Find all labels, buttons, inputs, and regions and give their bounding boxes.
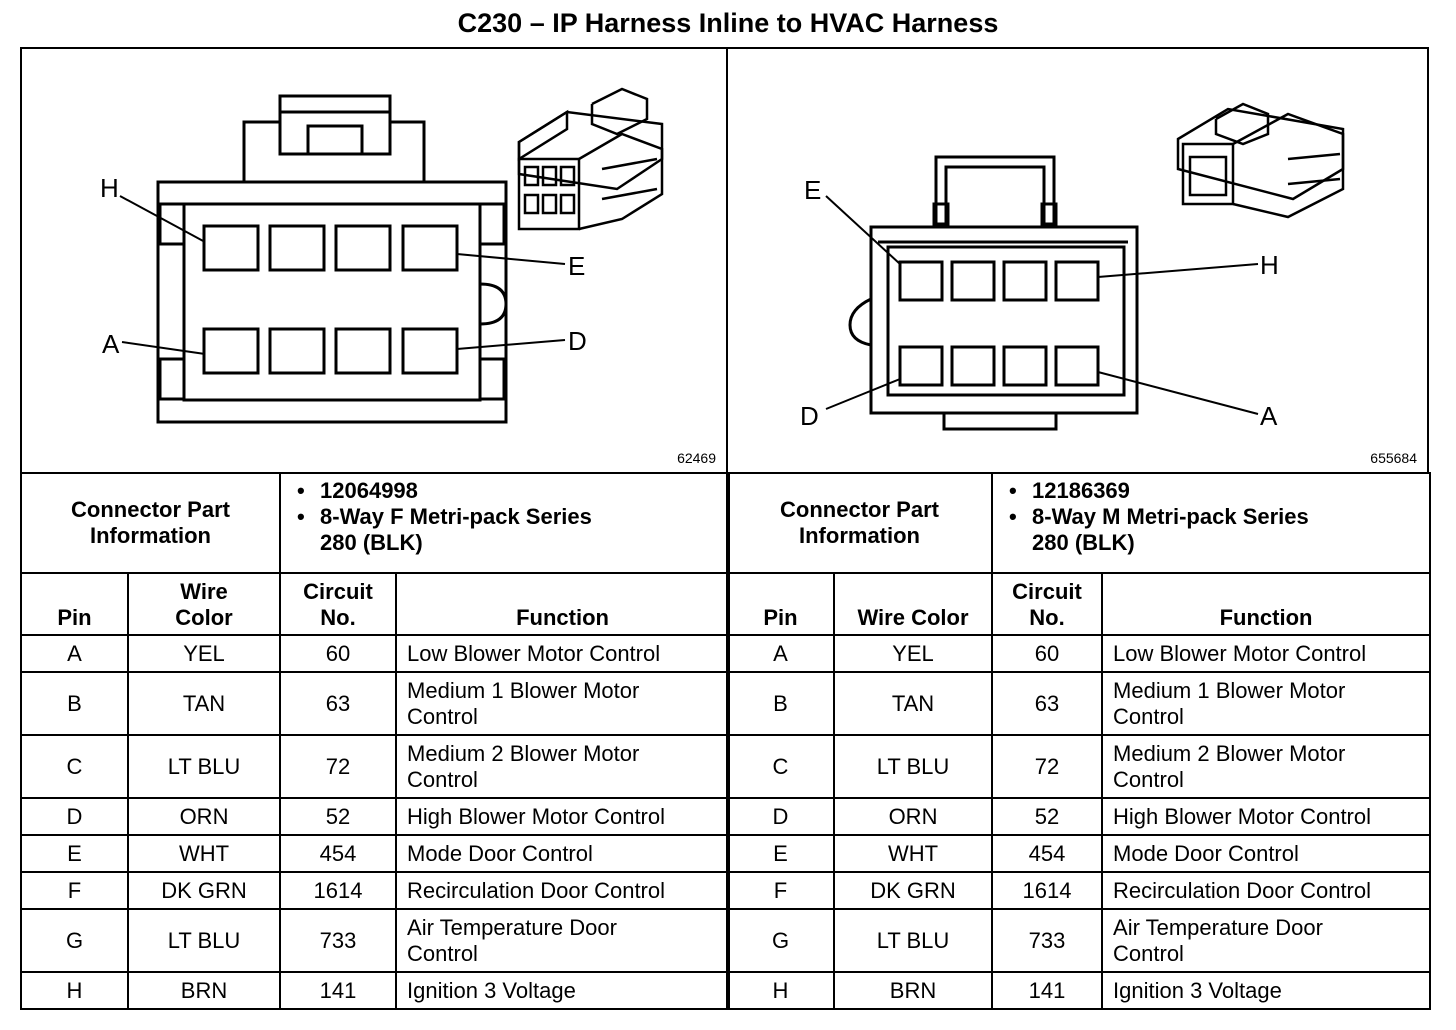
pin-cell: C <box>21 735 128 798</box>
circuit-cell: 60 <box>992 635 1102 672</box>
wire-color-cell: TAN <box>834 672 992 735</box>
pin-cell: A <box>727 635 834 672</box>
wire-color-cell: DK GRN <box>834 872 992 909</box>
function-line2: Control <box>407 940 478 966</box>
circuit-cell: 454 <box>992 835 1102 872</box>
circuit-header-line2: No. <box>320 605 356 630</box>
connector-series <box>295 504 722 556</box>
function-cell <box>396 909 729 972</box>
table-row <box>21 972 729 1009</box>
wire-color-cell: BRN <box>128 972 280 1009</box>
function-cell <box>1102 672 1430 735</box>
function-line1: High Blower Motor Control <box>1113 803 1371 829</box>
pin-cell: G <box>21 909 128 972</box>
circuit-cell: 72 <box>280 735 396 798</box>
wire-color-cell: ORN <box>128 798 280 835</box>
function-line1: Air Temperature Door <box>407 914 617 940</box>
series-line1: 8-Way M Metri-pack Series <box>1032 504 1309 529</box>
page-title: C230 – IP Harness Inline to HVAC Harness <box>457 8 999 38</box>
function-cell <box>396 672 729 735</box>
connector-part-info-label <box>21 473 280 573</box>
function-line1: Low Blower Motor Control <box>407 640 661 666</box>
function-line1: High Blower Motor Control <box>407 803 665 829</box>
pin-label-a: A <box>1260 401 1278 431</box>
header-row <box>21 573 729 635</box>
male-connector-drawing <box>728 49 1427 472</box>
function-cell <box>396 735 729 798</box>
pin-cell: F <box>727 872 834 909</box>
part-number: • 12186369 <box>1007 478 1423 504</box>
function-line1: Medium 1 Blower Motor <box>407 677 640 703</box>
wire-color-cell: YEL <box>128 635 280 672</box>
function-line1: Recirculation Door Control <box>407 877 666 903</box>
part-number: • 12064998 <box>295 478 722 504</box>
pin-header: Pin <box>21 573 128 635</box>
function-line1: Medium 1 Blower Motor <box>1113 677 1346 703</box>
info-label-line1: Connector Part <box>71 497 230 522</box>
function-line2: Control <box>407 703 478 729</box>
function-line2: Control <box>1113 703 1184 729</box>
function-cell <box>396 972 729 1009</box>
right-connector-diagram <box>726 47 1429 474</box>
pin-cell: F <box>21 872 128 909</box>
pin-label-d: D <box>800 401 819 431</box>
table-row <box>727 909 1430 972</box>
wire-color-cell: ORN <box>834 798 992 835</box>
series-line2: 280 (BLK) <box>1032 530 1135 555</box>
function-line2: Control <box>1113 766 1184 792</box>
diagram-id: 62469 <box>677 450 716 466</box>
circuit-header-line2: No. <box>1029 605 1065 630</box>
wire-color-cell: WHT <box>834 835 992 872</box>
function-line1: Ignition 3 Voltage <box>407 977 576 1003</box>
pin-cell: H <box>21 972 128 1009</box>
circuit-cell: 52 <box>280 798 396 835</box>
series-line2: 280 (BLK) <box>320 530 423 555</box>
table-row <box>727 872 1430 909</box>
table-row <box>727 972 1430 1009</box>
table-row <box>21 735 729 798</box>
table-row <box>21 635 729 672</box>
circuit-cell: 63 <box>280 672 396 735</box>
diagram-id: 655684 <box>1370 450 1417 466</box>
table-row <box>727 672 1430 735</box>
function-line1: Medium 2 Blower Motor <box>407 740 640 766</box>
circuit-cell: 60 <box>280 635 396 672</box>
circuit-cell: 733 <box>280 909 396 972</box>
wire-header-line2: Color <box>175 605 233 630</box>
table-row <box>727 735 1430 798</box>
function-line2: Control <box>1113 940 1184 966</box>
function-header: Function <box>1102 573 1430 635</box>
function-header: Function <box>396 573 729 635</box>
connector-part-details <box>280 473 729 573</box>
function-cell <box>1102 735 1430 798</box>
function-line1: Mode Door Control <box>1113 840 1299 866</box>
pin-label-e: E <box>568 251 586 281</box>
circuit-header-line1: Circuit <box>1012 579 1082 604</box>
function-cell <box>1102 909 1430 972</box>
wire-color-cell: BRN <box>834 972 992 1009</box>
function-line2: Control <box>407 766 478 792</box>
function-cell <box>396 798 729 835</box>
circuit-header <box>992 573 1102 635</box>
function-cell <box>1102 835 1430 872</box>
connector-series <box>1007 504 1423 556</box>
circuit-cell: 63 <box>992 672 1102 735</box>
circuit-header <box>280 573 396 635</box>
function-cell <box>1102 972 1430 1009</box>
left-connector-diagram <box>20 47 728 474</box>
pin-label-e: E <box>804 175 822 205</box>
circuit-cell: 733 <box>992 909 1102 972</box>
circuit-cell: 1614 <box>280 872 396 909</box>
pin-cell: B <box>727 672 834 735</box>
pin-cell: A <box>21 635 128 672</box>
function-cell <box>396 835 729 872</box>
function-line1: Low Blower Motor Control <box>1113 640 1367 666</box>
table-row <box>21 835 729 872</box>
table-row <box>727 798 1430 835</box>
connector-part-details <box>992 473 1430 573</box>
table-row <box>21 798 729 835</box>
wire-color-cell: DK GRN <box>128 872 280 909</box>
wire-header-line1: Wire <box>180 579 228 604</box>
pin-cell: D <box>727 798 834 835</box>
info-label-line2: Information <box>799 523 920 548</box>
circuit-cell: 72 <box>992 735 1102 798</box>
function-line1: Mode Door Control <box>407 840 593 866</box>
function-cell <box>1102 798 1430 835</box>
circuit-cell: 1614 <box>992 872 1102 909</box>
pin-label-a: A <box>102 329 120 359</box>
wire-color-cell: LT BLU <box>834 909 992 972</box>
right-pinout-table <box>726 472 1431 1010</box>
wire-color-cell: LT BLU <box>128 909 280 972</box>
pin-header: Pin <box>727 573 834 635</box>
table-row <box>21 872 729 909</box>
pin-cell: B <box>21 672 128 735</box>
table-row <box>21 672 729 735</box>
function-cell <box>1102 635 1430 672</box>
wire-color-cell: TAN <box>128 672 280 735</box>
table-row <box>21 909 729 972</box>
circuit-header-line1: Circuit <box>303 579 373 604</box>
info-label-line1: Connector Part <box>780 497 939 522</box>
wire-color-cell: LT BLU <box>834 735 992 798</box>
pin-label-h: H <box>100 173 119 203</box>
wire-color-cell: YEL <box>834 635 992 672</box>
connector-part-info-label <box>727 473 992 573</box>
female-connector-drawing <box>22 49 726 472</box>
function-cell <box>396 872 729 909</box>
circuit-cell: 52 <box>992 798 1102 835</box>
pin-label-h: H <box>1260 250 1279 280</box>
pin-cell: D <box>21 798 128 835</box>
wire-color-header: Wire Color <box>834 573 992 635</box>
table-row <box>727 635 1430 672</box>
pin-cell: C <box>727 735 834 798</box>
circuit-cell: 454 <box>280 835 396 872</box>
wire-color-cell: WHT <box>128 835 280 872</box>
function-line1: Ignition 3 Voltage <box>1113 977 1282 1003</box>
wire-color-header <box>128 573 280 635</box>
left-pinout-table <box>20 472 730 1010</box>
table-row <box>727 835 1430 872</box>
pin-cell: H <box>727 972 834 1009</box>
function-line1: Recirculation Door Control <box>1113 877 1372 903</box>
function-line1: Medium 2 Blower Motor <box>1113 740 1346 766</box>
pin-cell: E <box>21 835 128 872</box>
series-line1: 8-Way F Metri-pack Series <box>320 504 592 529</box>
info-label-line2: Information <box>90 523 211 548</box>
function-cell <box>1102 872 1430 909</box>
circuit-cell: 141 <box>280 972 396 1009</box>
function-line1: Air Temperature Door <box>1113 914 1323 940</box>
wire-color-cell: LT BLU <box>128 735 280 798</box>
function-cell <box>396 635 729 672</box>
circuit-cell: 141 <box>992 972 1102 1009</box>
pin-cell: E <box>727 835 834 872</box>
pin-label-d: D <box>568 326 587 356</box>
header-row <box>727 573 1430 635</box>
pin-cell: G <box>727 909 834 972</box>
